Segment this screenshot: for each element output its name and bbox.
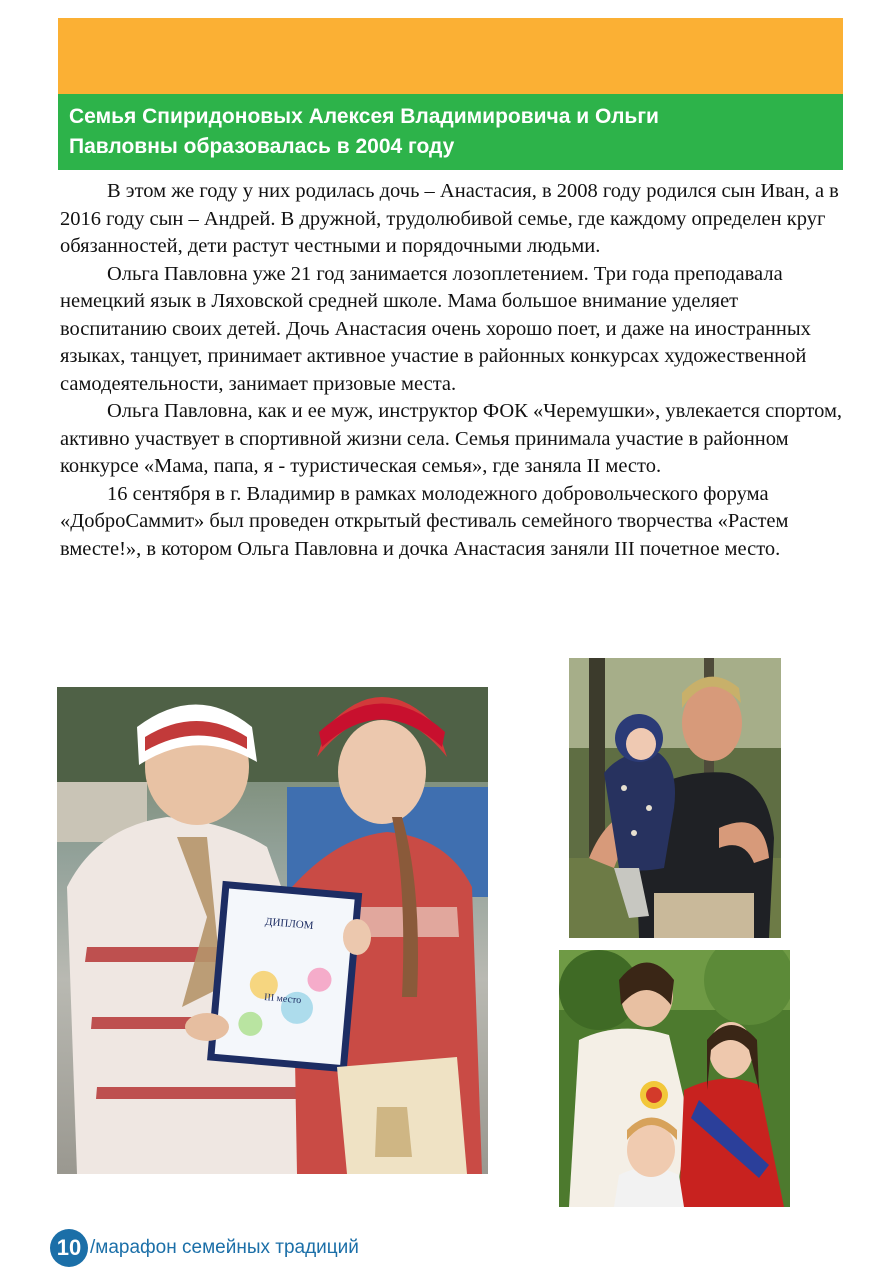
paragraph-4: 16 сентября в г. Владимир в рамках молодежного добровольческого форума «ДоброСаммит» был проведен открытый фестиваль семейного творчества «Растем вместе!», в котором Ольга Павловна и дочка Анастасия заняли III почетное место. <box>60 482 789 560</box>
page-title <box>69 102 831 162</box>
photo-mother-daughter-diploma <box>57 687 488 1174</box>
page-title-line-1: Семья Спиридоновых Алексея Владимировича и Ольги <box>69 105 659 128</box>
title-banner <box>58 94 843 170</box>
photo-mother-with-children <box>559 950 790 1207</box>
page-number: 10 <box>56 1235 82 1260</box>
paragraph-3: Ольга Павловна, как и ее муж, инструктор ФОК «Черемушки», увлекается спортом, активно участвует в спортивной жизни села. Семья принимала участие в районном конкурсе «Мама, папа, я - туристическая семья», где заняла II место. <box>60 400 843 477</box>
photo-father-with-baby <box>569 658 781 938</box>
paragraph-1: В этом же году у них родилась дочь – Анастасия, в 2008 году родился сын Иван, а в 2016 году сын – Андрей. В дружной, трудолюбивой семье, где каждому определен круг обязанностей, дети растут честными и порядочными людьми. <box>60 180 839 257</box>
article-body <box>60 178 850 563</box>
page-number-badge <box>50 1229 88 1267</box>
diploma-place: III место <box>263 991 302 1007</box>
paragraph-2: Ольга Павловна уже 21 год занимается лозоплетением. Три года преподавала немецкий язык в Ляховской средней школе. Мама большое внимание уделяет воспитанию своих детей. Дочь Анастасия очень хорошо поет, и даже на иностранных языках, танцует, принимает активное участие в районных конкурсах художественной самодеятельности, занимает призовые места. <box>60 262 811 395</box>
header-orange-band <box>58 18 843 94</box>
page-footer <box>50 1228 359 1268</box>
diploma-heading: ДИПЛОМ <box>264 915 314 932</box>
page-title-line-2: Павловны образовалась в 2004 году <box>69 135 455 158</box>
footer-label: /марафон семейных традиций <box>90 1237 359 1258</box>
